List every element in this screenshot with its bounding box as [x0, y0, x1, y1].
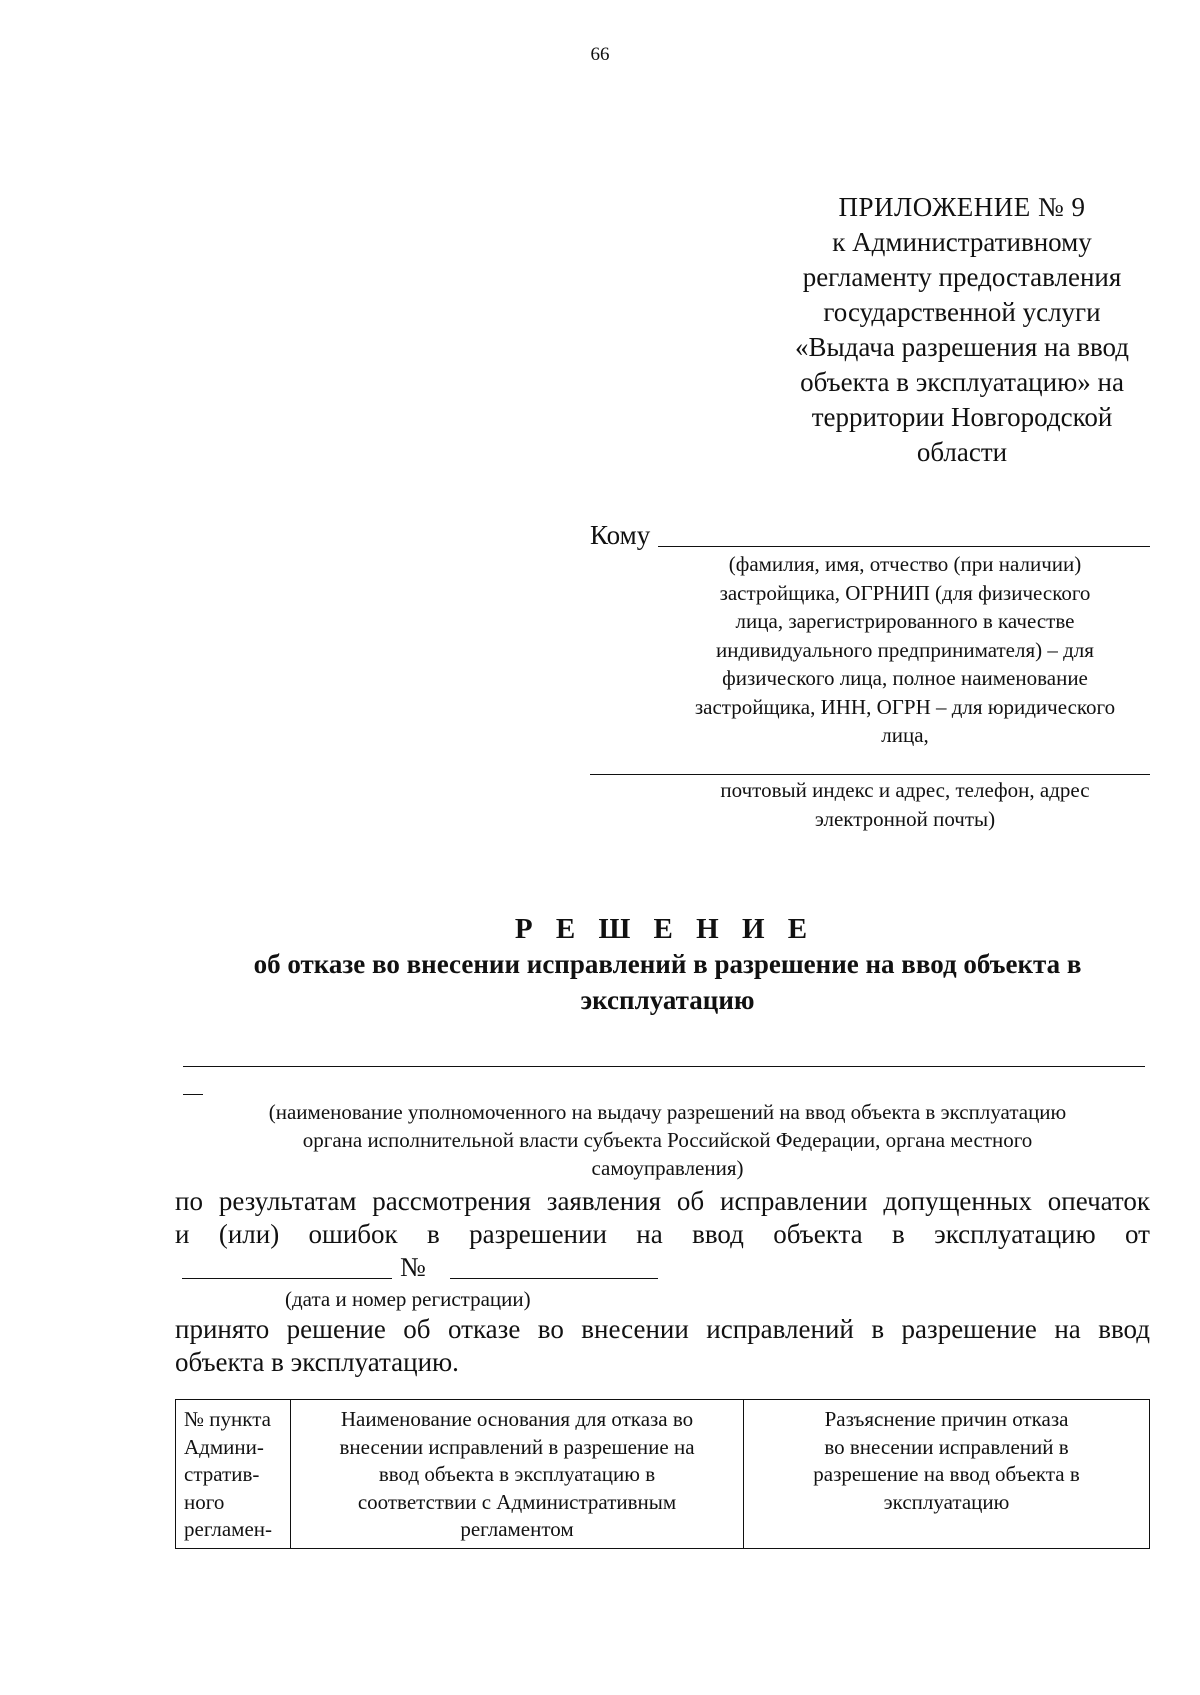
header-cell-refusal-explanation [744, 1400, 1150, 1549]
recipient-note-line: лица, [881, 723, 929, 747]
header-line: Разъяснение причин отказа [824, 1407, 1069, 1431]
header-line: стратив- [184, 1462, 260, 1486]
registration-date-blank[interactable] [182, 1278, 392, 1279]
authority-blank-dash [183, 1094, 203, 1095]
body-paragraph-1-line-2: и (или) ошибок в разрешении на ввод объекта в эксплуатацию от [175, 1219, 1150, 1249]
appendix-line: области [916, 437, 1008, 467]
header-line: № пункта [184, 1407, 271, 1431]
page-number: 66 [590, 44, 610, 65]
recipient-note [640, 550, 1170, 750]
header-line: регламентом [460, 1517, 574, 1541]
body-paragraph-2-line-1: принято решение об отказе во внесении исправлений в разрешение на ввод [175, 1314, 1150, 1344]
authority-blank-line[interactable] [183, 1066, 1145, 1067]
decision-subtitle-line: об отказе во внесении исправлений в разрешение на ввод объекта в [253, 949, 1082, 979]
header-line: Админи- [184, 1434, 264, 1459]
registration-number-blank[interactable] [450, 1278, 658, 1279]
header-line: регламен- [184, 1517, 273, 1541]
header-line: внесении исправлений в разрешение на [339, 1434, 695, 1459]
appendix-line: к Административному [832, 227, 1092, 257]
recipient-note-line: лица, зарегистрированного в качестве [735, 609, 1075, 633]
decision-title: Р Е Ш Е Н И Е [514, 913, 816, 945]
recipient-note-line: застройщика, ИНН, ОГРН – для юридического [694, 694, 1116, 719]
recipient-note-line: (фамилия, имя, отчество (при наличии) [728, 552, 1082, 576]
recipient-blank-line[interactable] [658, 546, 1150, 547]
appendix-line: государственной услуги [823, 297, 1101, 327]
appendix-line: регламенту предоставления [802, 262, 1122, 292]
header-cell-refusal-basis [291, 1400, 744, 1549]
recipient-note-line: застройщика, ОГРНИП (для физического [719, 580, 1091, 605]
appendix-line: территории Новгородской [811, 402, 1113, 432]
table-header-row [176, 1400, 1150, 1549]
number-sign: № [400, 1252, 426, 1282]
address-note-line: электронной почты) [814, 806, 996, 831]
body-paragraph-2-line-2: объекта в эксплуатацию. [175, 1347, 459, 1377]
recipient-field [590, 520, 1150, 551]
header-line: ного [184, 1489, 225, 1514]
registration-date-number-line [175, 1252, 675, 1285]
header-line: эксплуатацию [883, 1489, 1010, 1514]
authority-note-line: (наименование уполномоченного на выдачу разрешений на ввод объекта в эксплуатацию [268, 1100, 1067, 1124]
header-line: соответствии с Административным [357, 1489, 677, 1514]
header-line: ввод объекта в эксплуатацию в [378, 1462, 656, 1486]
body-paragraph-1-line-1: по результатам рассмотрения заявления об исправлении допущенных опечаток [175, 1186, 1150, 1216]
address-note-line: почтовый индекс и адрес, телефон, адрес [720, 778, 1090, 802]
header-line: разрешение на ввод объекта в [813, 1462, 1080, 1486]
header-line: во внесении исправлений в [824, 1434, 1069, 1459]
address-blank-line[interactable] [590, 774, 1150, 775]
authority-note-line: самоуправления) [591, 1156, 744, 1180]
header-line: Наименование основания для отказа во [340, 1407, 694, 1431]
address-note [640, 776, 1170, 833]
authority-note [175, 1098, 1160, 1182]
appendix-line: объекта в эксплуатацию» на [800, 367, 1124, 397]
date-number-note: (дата и номер регистрации) [285, 1287, 531, 1311]
authority-note-line: органа исполнительной власти субъекта Российской Федерации, органа местного [302, 1128, 1033, 1152]
to-label: Кому [590, 520, 651, 550]
decision-subtitle [175, 946, 1160, 1018]
appendix-line: «Выдача разрешения на ввод [794, 332, 1130, 362]
header-cell-clause-number [176, 1400, 291, 1549]
appendix-header [752, 190, 1172, 470]
decision-subtitle-line: эксплуатацию [580, 985, 755, 1015]
recipient-note-line: индивидуального предпринимателя) – для [716, 637, 1094, 662]
appendix-title: ПРИЛОЖЕНИЕ № 9 [838, 192, 1086, 222]
recipient-note-line: физического лица, полное наименование [722, 666, 1088, 690]
refusal-reasons-table [175, 1399, 1150, 1549]
